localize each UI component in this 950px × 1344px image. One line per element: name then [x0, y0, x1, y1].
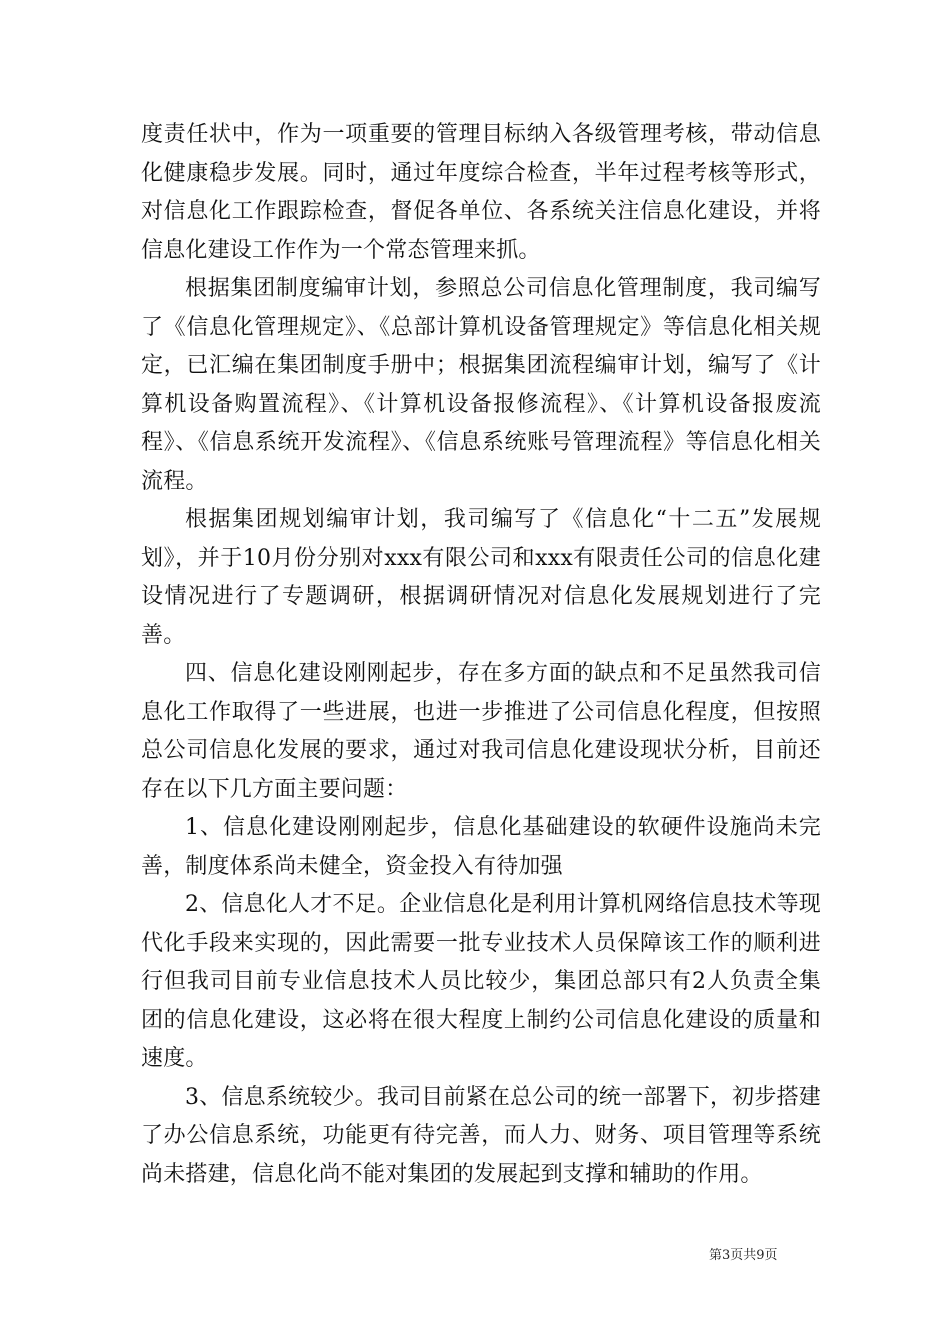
paragraph-issue-3: 3、信息系统较少。我司目前紧在总公司的统一部署下，初步搭建了办公信息系统，功能更有待完善，而人力、财务、项目管理等系统尚未搭建，信息化尚不能对集团的发展起到支撑和辅助的作用。 — [141, 1084, 821, 1187]
paragraph-continuation: 度责任状中，作为一项重要的管理目标纳入各级管理考核，带动信息化健康稳步发展。同时，通过年度综合检查，半年过程考核等形式，对信息化工作跟踪检查，督促各单位、各系统关注信息化建设，并将信息化建设工作作为一个常态管理来抓。 — [141, 122, 821, 263]
paragraph-issue-2: 2、信息化人才不足。企业信息化是利用计算机网络信息技术等现代化手段来实现的，因此需要一批专业技术人员保障该工作的顺利进行但我司目前专业信息技术人员比较少，集团总部只有2人负责全集团的信息化建设，这必将在很大程度上制约公司信息化建设的质量和速度。 — [141, 892, 821, 1071]
paragraph-planning: 根据集团规划编审计划，我司编写了《信息化“十二五”发展规划》，并于10月份分别对xxx有限公司和xxx有限责任公司的信息化建设情况进行了专题调研，根据调研情况对信息化发展规划进行了完善。 — [141, 507, 821, 648]
document-body — [141, 116, 821, 1194]
paragraph-section-four: 四、信息化建设刚刚起步，存在多方面的缺点和不足虽然我司信息化工作取得了一些进展，也进一步推进了公司信息化程度，但按照总公司信息化发展的要求，通过对我司信息化建设现状分析，目前还存在以下几方面主要问题： — [141, 661, 821, 802]
paragraph-regulations: 根据集团制度编审计划，参照总公司信息化管理制度，我司编写了《信息化管理规定》、《总部计算机设备管理规定》等信息化相关规定，已汇编在集团制度手册中；根据集团流程编审计划，编写了《计算机设备购置流程》、《计算机设备报修流程》、《计算机设备报废流程》、《信息系统开发流程》、《信息系统账号管理流程》等信息化相关流程。 — [141, 276, 821, 494]
paragraph-issue-1: 1、信息化建设刚刚起步，信息化基础建设的软硬件设施尚未完善，制度体系尚未健全，资金投入有待加强 — [141, 815, 821, 879]
page-number: 第3页共9页 — [709, 1248, 778, 1263]
